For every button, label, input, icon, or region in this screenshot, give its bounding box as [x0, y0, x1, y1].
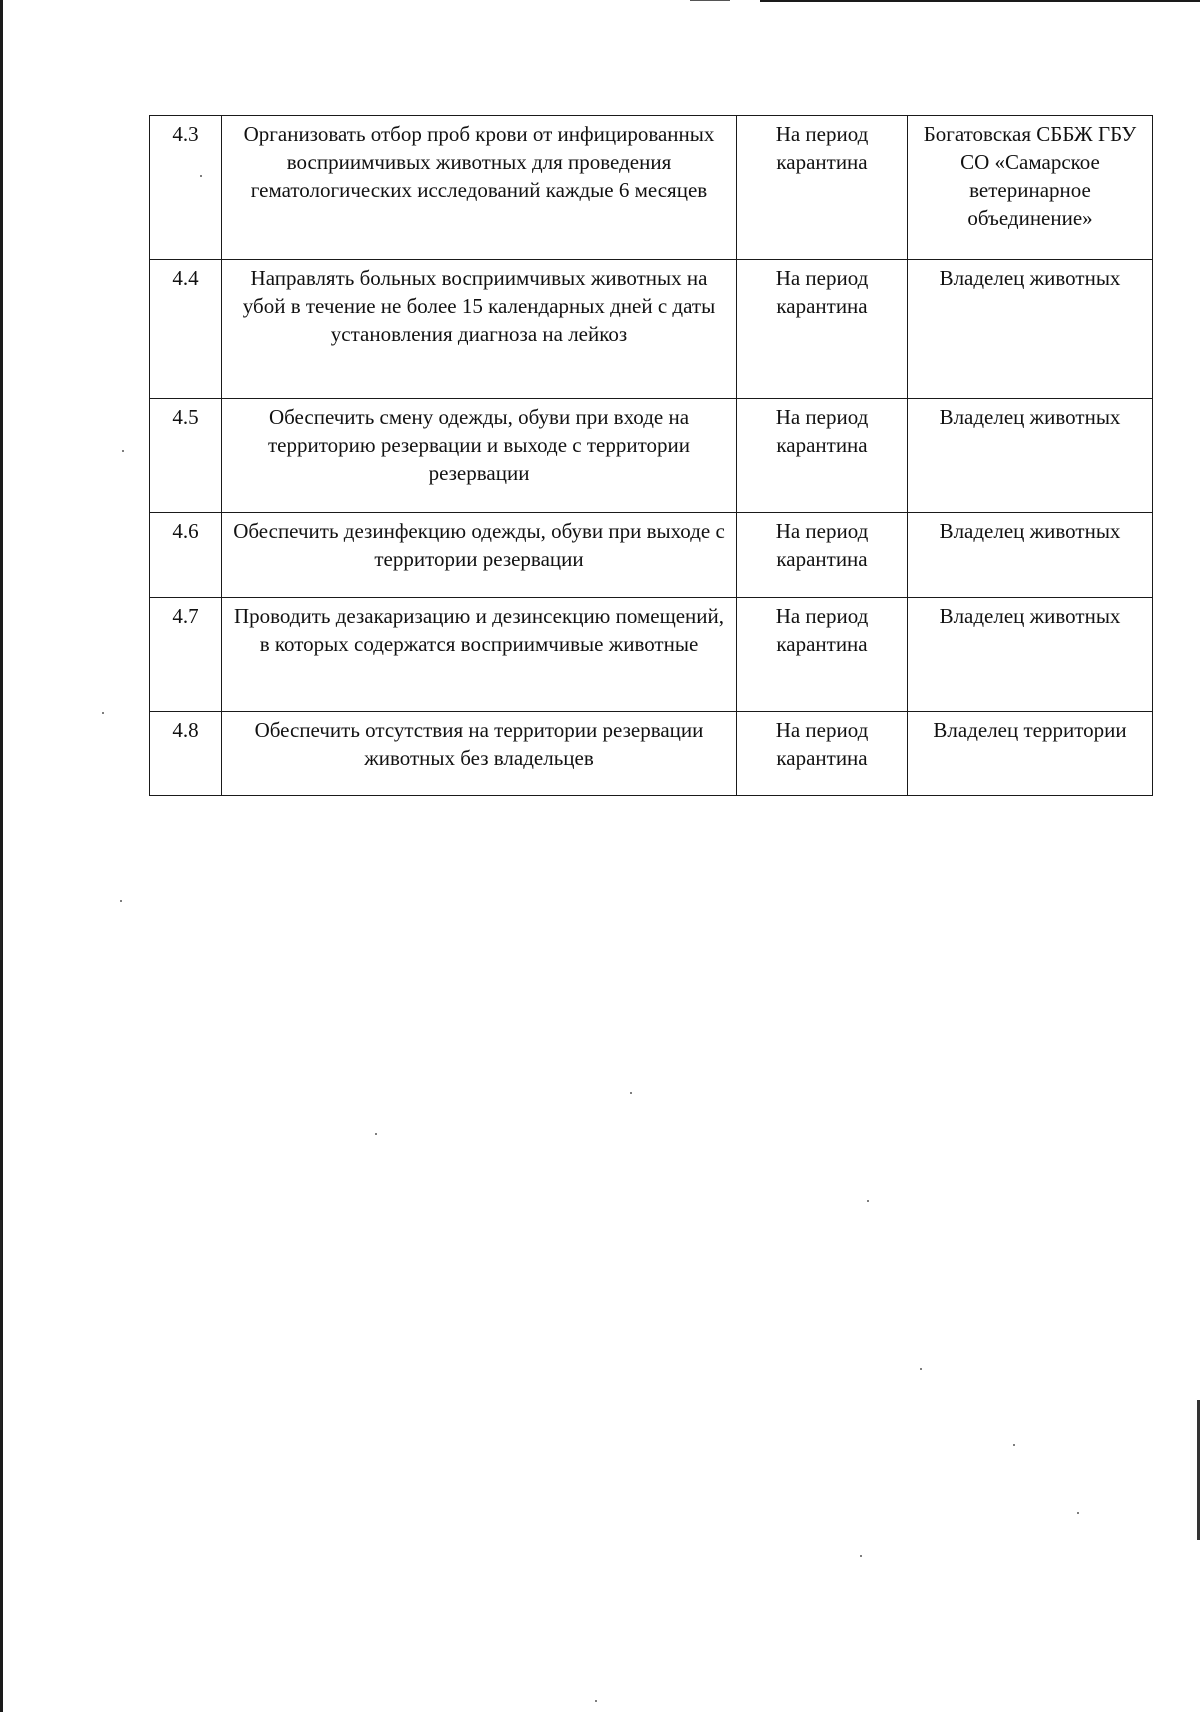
row-number: 4.6 [150, 513, 222, 598]
row-number: 4.3 [150, 116, 222, 260]
row-number: 4.5 [150, 399, 222, 513]
row-responsible: Владелец животных [908, 513, 1153, 598]
scan-speck [122, 450, 124, 452]
scan-speck [630, 1092, 632, 1094]
row-action: Обеспечить отсутствия на территории резервации животных без владельцев [222, 712, 737, 796]
scan-speck [1077, 1512, 1079, 1514]
row-responsible: Богатовская СББЖ ГБУ СО «Самарское ветеринарное объединение» [908, 116, 1153, 260]
scan-speck [102, 712, 104, 714]
table-row [150, 712, 1153, 796]
scan-edge-top [760, 0, 1200, 2]
scan-edge-mark [0, 1350, 2, 1430]
scan-speck [860, 1555, 862, 1557]
row-term: На период карантина [737, 116, 908, 260]
table-row [150, 598, 1153, 712]
row-term: На период карантина [737, 513, 908, 598]
row-term: На период карантина [737, 399, 908, 513]
table-row [150, 260, 1153, 399]
measures-table [149, 115, 1153, 796]
scan-speck [120, 900, 122, 902]
table-row [150, 513, 1153, 598]
row-number: 4.7 [150, 598, 222, 712]
row-responsible: Владелец животных [908, 598, 1153, 712]
row-action: Обеспечить смену одежды, обуви при входе на территорию резервации и выходе с территории резервации [222, 399, 737, 513]
row-number: 4.8 [150, 712, 222, 796]
scan-speck [867, 1200, 869, 1202]
scan-speck [595, 1700, 597, 1702]
row-responsible: Владелец животных [908, 260, 1153, 399]
table-row [150, 399, 1153, 513]
scan-edge-mark [0, 900, 2, 960]
scan-edge-mark [0, 1220, 2, 1270]
row-action: Обеспечить дезинфекцию одежды, обуви при выходе с территории резервации [222, 513, 737, 598]
row-action: Проводить дезакаризацию и дезинсекцию помещений, в которых содержатся восприимчивые животные [222, 598, 737, 712]
scan-speck [1013, 1444, 1015, 1446]
scan-speck [920, 1368, 922, 1370]
scan-edge-left [0, 0, 3, 1712]
row-term: На период карантина [737, 260, 908, 399]
table-row [150, 116, 1153, 260]
row-term: На период карантина [737, 598, 908, 712]
scan-edge-top-fragment [690, 0, 730, 1]
scan-speck [375, 1133, 377, 1135]
row-responsible: Владелец территории [908, 712, 1153, 796]
row-action: Организовать отбор проб крови от инфицированных восприимчивых животных для проведения гематологических исследований каждые 6 месяцев [222, 116, 737, 260]
row-responsible: Владелец животных [908, 399, 1153, 513]
row-number: 4.4 [150, 260, 222, 399]
row-action: Направлять больных восприимчивых животных на убой в течение не более 15 календарных дней с даты установления диагноза на лейкоз [222, 260, 737, 399]
row-term: На период карантина [737, 712, 908, 796]
